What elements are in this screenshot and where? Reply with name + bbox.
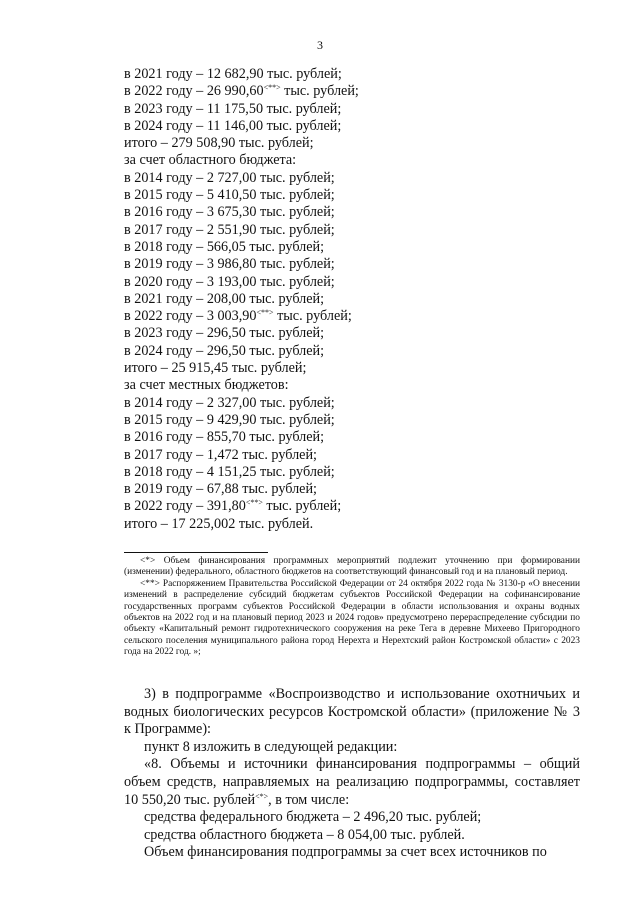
financing-line [124, 222, 584, 239]
financing-line-text: в 2023 году – 296,50 тыс. рублей; [124, 325, 325, 342]
financing-line [124, 291, 584, 308]
paragraph-point-8: пункт 8 изложить в следующей редакции: [144, 738, 398, 755]
financing-line [124, 308, 584, 325]
financing-line [124, 447, 584, 464]
financing-line [124, 83, 584, 100]
financing-line [124, 412, 584, 429]
financing-line-text: итого – 17 225,002 тыс. рублей. [124, 515, 314, 532]
financing-line [124, 170, 584, 187]
financing-line [124, 498, 584, 515]
financing-line-text: в 2019 году – 3 986,80 тыс. рублей; [124, 256, 335, 273]
financing-line [124, 101, 584, 118]
financing-line-text: в 2014 году – 2 327,00 тыс. рублей; [124, 394, 335, 411]
financing-line-text: в 2024 году – 11 146,00 тыс. рублей; [124, 117, 342, 134]
main-text [124, 686, 580, 862]
financing-line [124, 360, 584, 377]
financing-line [124, 256, 584, 273]
financing-line [124, 481, 584, 498]
financing-line-text: в 2021 году – 208,00 тыс. рублей; [124, 290, 325, 307]
paragraph-all-sources: Объем финансирования подпрограммы за счет всех источников по [144, 844, 547, 861]
footnote-2: <**> Распоряжением Правительства Российской Федерации от 24 октября 2022 года № 3130-р «О внесении изменений в распределение субсидий бюджетам субъектов Российской Федерации на софинансирование государственных программ субъектов Российской Федерации в области использования и охраны водных объектов на 2022 год и на плановый период 2023 и 2024 годов» предусмотрено перераспределение субсидии по объекту «Капитальный ремонт гидротехнического сооружения на реке Тега в деревне Михеево Пригородного сельского поселения муниципального района город Нерехта и Нерехтский район Костромской области» с 2023 года на 2022 год. »; [124, 578, 580, 658]
financing-line-text: в 2018 году – 4 151,25 тыс. рублей; [124, 463, 335, 480]
footnote-marker: <**> [256, 308, 274, 318]
financing-line [124, 325, 584, 342]
page-number: 3 [317, 38, 323, 52]
financing-line [124, 464, 584, 481]
footnote-separator [124, 552, 268, 553]
financing-line [124, 516, 584, 533]
financing-list [124, 66, 584, 533]
financing-line [124, 204, 584, 221]
financing-line-text: за счет местных бюджетов: [124, 377, 289, 394]
financing-line [124, 187, 584, 204]
financing-line-text: в 2022 году – 26 990,60 [124, 83, 264, 100]
financing-line-text: в 2022 году – 3 003,90 [124, 308, 257, 325]
footnote-marker: <**> [263, 83, 281, 93]
financing-line-text: в 2015 году – 9 429,90 тыс. рублей; [124, 411, 335, 428]
paragraph-financing-volume [124, 756, 580, 809]
financing-line-text: в 2016 году – 855,70 тыс. рублей; [124, 429, 325, 446]
footnotes [124, 556, 580, 659]
financing-line-text: в 2015 году – 5 410,50 тыс. рублей; [124, 187, 335, 204]
financing-line-text: итого – 279 508,90 тыс. рублей; [124, 135, 314, 152]
financing-line-text: в 2021 году – 12 682,90 тыс. рублей; [124, 66, 342, 82]
financing-line-tail: тыс. рублей; [280, 83, 359, 100]
paragraph-financing-volume-text: «8. Объемы и источники финансирования подпрограммы – общий объем средств, направляемых на реализацию подпрограммы, составляет 10 550,20 тыс. рублей [124, 756, 580, 808]
footnote-1: <*> Объем финансирования программных мероприятий подлежит уточнению при формировании (изменении) федерального, областного бюджетов на соответствующий финансовый год и на плановый период. [124, 556, 580, 578]
financing-line-text: в 2020 году – 3 193,00 тыс. рублей; [124, 273, 335, 290]
financing-line [124, 66, 584, 83]
financing-line [124, 377, 584, 394]
paragraph-financing-volume-tail: , в том числе: [268, 791, 350, 808]
financing-line-text: за счет областного бюджета: [124, 152, 297, 169]
financing-line [124, 395, 584, 412]
financing-line [124, 343, 584, 360]
financing-line-tail: тыс. рублей; [273, 308, 352, 325]
financing-line [124, 118, 584, 135]
financing-line-text: в 2017 году – 2 551,90 тыс. рублей; [124, 221, 335, 238]
financing-line-text: в 2024 году – 296,50 тыс. рублей; [124, 342, 325, 359]
financing-line-text: в 2016 году – 3 675,30 тыс. рублей; [124, 204, 335, 221]
financing-line-text: в 2017 году – 1,472 тыс. рублей; [124, 446, 317, 463]
financing-line [124, 135, 584, 152]
footnote-marker: <*> [255, 791, 269, 801]
financing-line-tail: тыс. рублей; [262, 498, 342, 515]
paragraph-subprogram: 3) в подпрограмме «Воспроизводство и использование охотничьих и водных биологических ресурсов Костромской области» (приложение № 3 к Программе): [124, 686, 580, 738]
financing-line-text: в 2022 году – 391,80 [124, 498, 246, 515]
financing-line-text: в 2018 году – 566,05 тыс. рублей; [124, 238, 325, 255]
financing-line-text: в 2019 году – 67,88 тыс. рублей; [124, 481, 317, 498]
financing-line-text: в 2014 году – 2 727,00 тыс. рублей; [124, 169, 335, 186]
footnote-marker: <**> [245, 498, 263, 508]
financing-line [124, 239, 584, 256]
paragraph-federal-budget: средства федерального бюджета – 2 496,20 тыс. рублей; [144, 809, 482, 826]
financing-line-text: итого – 25 915,45 тыс. рублей; [124, 360, 307, 377]
financing-line [124, 152, 584, 169]
financing-line [124, 274, 584, 291]
financing-line [124, 429, 584, 446]
financing-line-text: в 2023 году – 11 175,50 тыс. рублей; [124, 100, 342, 117]
paragraph-regional-budget: средства областного бюджета – 8 054,00 тыс. рублей. [144, 826, 465, 843]
